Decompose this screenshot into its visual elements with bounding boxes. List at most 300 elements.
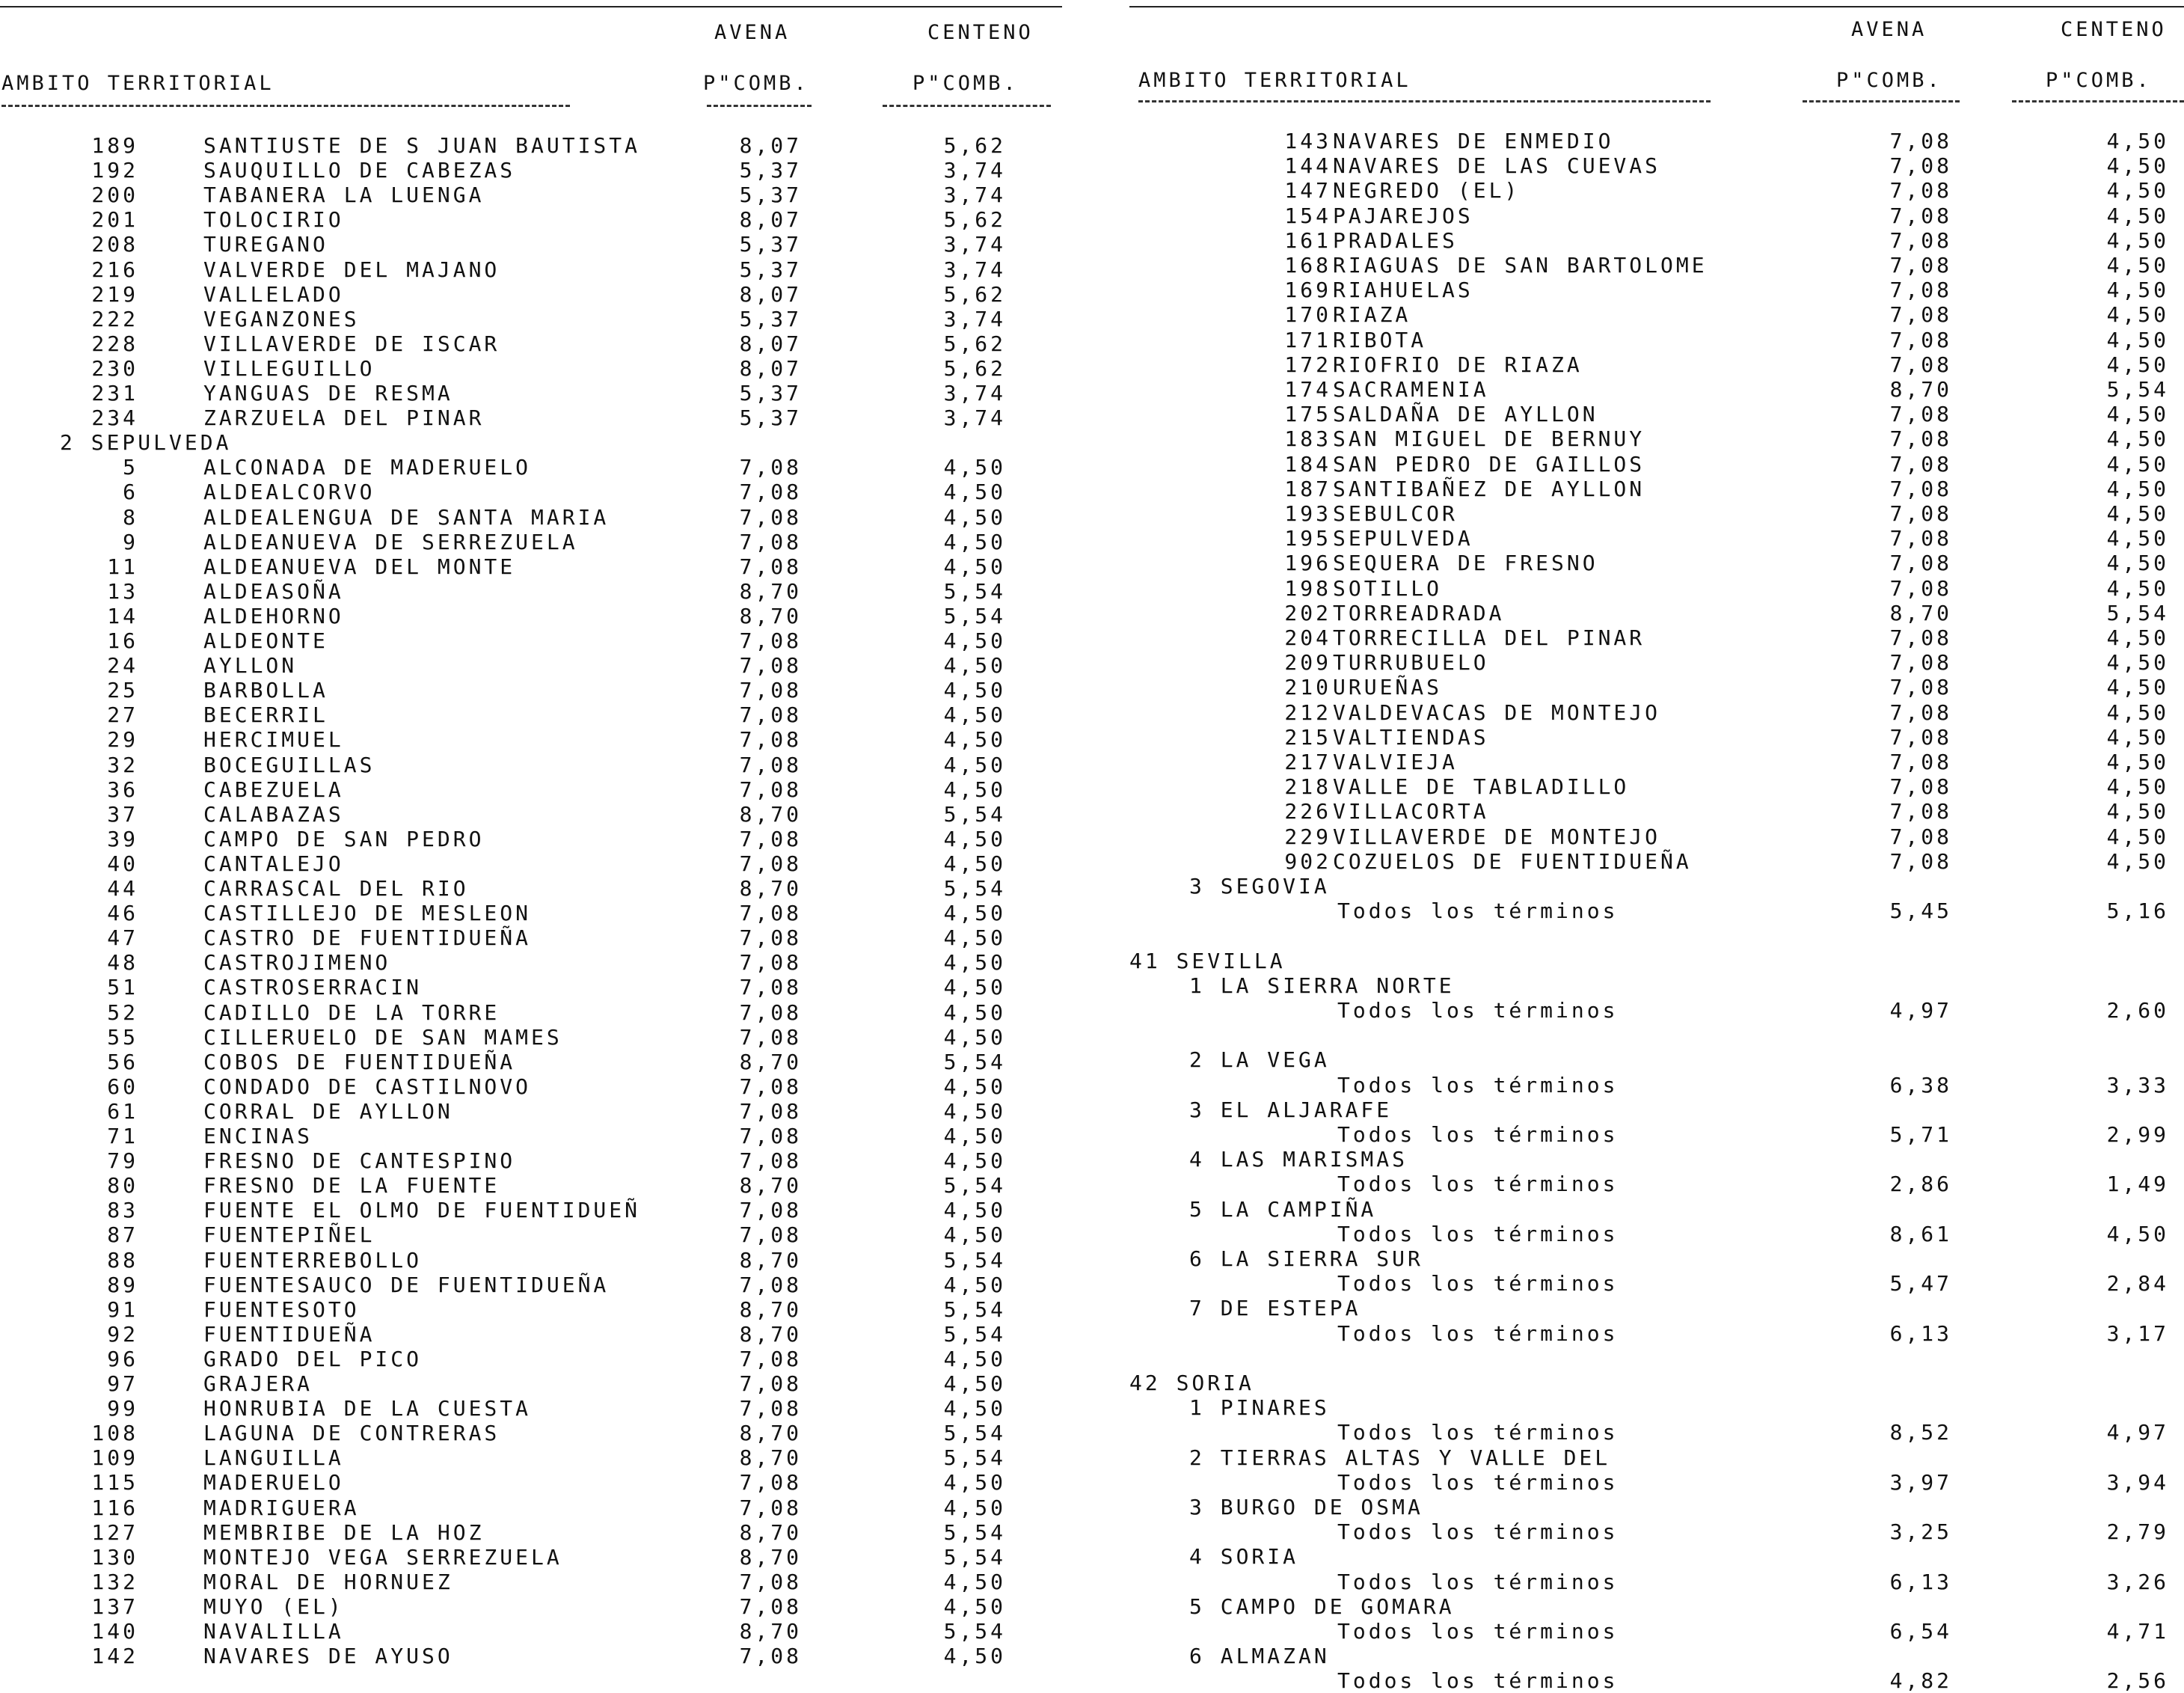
avena-value: 7,08 [1889, 750, 1952, 774]
term-number: 196 [1284, 551, 1331, 576]
avena-value: 7,08 [1889, 302, 1952, 328]
summary-row [1129, 1321, 2184, 1346]
centeno-value: 5,62 [943, 133, 1006, 158]
table-row [1129, 253, 2184, 278]
term-number: 212 [1284, 699, 1331, 725]
avena-value: 7,08 [1889, 451, 1952, 477]
term-name: VILLACORTA [1333, 799, 1489, 824]
avena-value: 7,08 [1889, 526, 1952, 551]
table-row [0, 1124, 1062, 1148]
avena-value: 7,08 [1889, 625, 1952, 650]
term-number: 108 [91, 1421, 138, 1446]
term-name: CAMPO DE SAN PEDRO [203, 826, 485, 851]
table-row [0, 702, 1062, 727]
comarca-label: 3 SEGOVIA [1189, 874, 1330, 898]
term-number: 216 [91, 257, 138, 282]
avena-value: 7,08 [1889, 253, 1952, 278]
centeno-value: 5,54 [943, 1544, 1006, 1570]
centeno-value: 4,50 [2106, 1221, 2169, 1246]
centeno-value: 4,50 [943, 529, 1006, 554]
avena-value: 7,08 [1889, 278, 1952, 303]
term-name: MUYO (EL) [203, 1593, 344, 1619]
term-number: 11 [107, 554, 138, 579]
table-row [0, 1520, 1062, 1545]
term-name: TABANERA LA LUENGA [203, 183, 485, 208]
table-row [1129, 129, 2184, 153]
term-name: Todos los términos [1337, 1668, 1619, 1693]
centeno-value: 4,50 [2106, 278, 2169, 303]
term-number: 91 [107, 1296, 138, 1322]
comarca-label: 5 LA CAMPIÑA [1189, 1196, 1377, 1222]
centeno-value: 4,50 [2106, 203, 2169, 228]
term-name: CARRASCAL DEL RIO [203, 876, 469, 901]
avena-value: 7,08 [739, 678, 802, 703]
term-name: NEGREDO (EL) [1333, 178, 1521, 203]
avena-value: 5,37 [739, 158, 802, 183]
table-row [0, 753, 1062, 777]
comarca-label: 1 PINARES [1189, 1395, 1330, 1421]
avena-value: 5,37 [739, 183, 802, 208]
comarca-label: 4 SORIA [1189, 1544, 1299, 1570]
avena-value: 5,37 [739, 405, 802, 431]
term-name: FUENTIDUEÑA [203, 1321, 375, 1347]
header-rule [1, 105, 570, 107]
table-row [0, 925, 1062, 950]
centeno-value: 4,50 [2106, 625, 2169, 650]
centeno-value: 5,54 [943, 1173, 1006, 1198]
avena-value: 8,70 [739, 1173, 802, 1198]
term-name: COBOS DE FUENTIDUEÑA [203, 1049, 516, 1074]
term-name: Todos los términos [1337, 898, 1619, 924]
table-row [1129, 501, 2184, 526]
term-name: ALDEALENGUA DE SANTA MARIA [203, 504, 610, 530]
avena-value: 7,08 [739, 727, 802, 753]
term-name: VILLAVERDE DE MONTEJO [1333, 824, 1661, 849]
table-row [0, 554, 1062, 579]
summary-row [1129, 1470, 2184, 1495]
table-row [0, 1421, 1062, 1445]
group-heading [1129, 1445, 2184, 1470]
term-number: 171 [1284, 327, 1331, 352]
term-number: 99 [107, 1396, 138, 1421]
centeno-value: 4,50 [2106, 551, 2169, 576]
avena-value: 7,08 [1889, 575, 1952, 601]
table-row [0, 653, 1062, 678]
group-heading [1129, 1296, 2184, 1320]
term-name: SOTILLO [1333, 575, 1443, 601]
header-centeno: CENTENO [927, 21, 1034, 44]
comarca-label: 6 LA SIERRA SUR [1189, 1246, 1423, 1271]
term-name: COZUELOS DE FUENTIDUEÑA [1333, 848, 1692, 874]
avena-value: 6,13 [1889, 1569, 1952, 1594]
table-row [0, 1050, 1062, 1074]
term-number: 46 [107, 901, 138, 926]
centeno-value: 4,50 [2106, 575, 2169, 601]
term-name: VALVERDE DEL MAJANO [203, 257, 500, 282]
table-row [0, 480, 1062, 504]
term-name: VALLE DE TABLADILLO [1333, 774, 1630, 800]
table-row [0, 1198, 1062, 1222]
term-number: 87 [107, 1222, 138, 1248]
centeno-value: 5,54 [943, 1321, 1006, 1347]
centeno-value: 4,50 [943, 628, 1006, 653]
term-number: 218 [1284, 774, 1331, 800]
table-row [1129, 278, 2184, 302]
header-rule [2012, 100, 2184, 102]
centeno-value: 4,50 [943, 1371, 1006, 1396]
comarca-label: 3 BURGO DE OSMA [1189, 1495, 1423, 1519]
avena-value: 7,08 [739, 1148, 802, 1174]
table-row [0, 455, 1062, 480]
term-number: 48 [107, 950, 138, 976]
centeno-value: 3,17 [2106, 1320, 2169, 1346]
avena-value: 7,08 [1889, 352, 1952, 377]
avena-value: 8,07 [739, 281, 802, 307]
term-name: MADRIGUERA [203, 1495, 360, 1520]
header-rule [883, 105, 1051, 107]
centeno-value: 4,50 [2106, 402, 2169, 427]
centeno-value: 3,74 [943, 232, 1006, 257]
term-name: CASTROSERRACIN [203, 975, 423, 1000]
avena-value: 7,08 [739, 950, 802, 976]
centeno-value: 2,84 [2106, 1271, 2169, 1296]
table-row [0, 530, 1062, 554]
table-row [0, 133, 1062, 158]
term-name: SANTIUSTE DE S JUAN BAUTISTA [203, 133, 641, 158]
table-row [1129, 352, 2184, 377]
term-number: 234 [91, 405, 138, 431]
term-name: FRESNO DE LA FUENTE [203, 1173, 500, 1198]
summary-row [1129, 1073, 2184, 1097]
group-heading [1129, 1644, 2184, 1668]
spacer-row [1129, 923, 2184, 948]
avena-value: 8,70 [739, 801, 802, 827]
table-row [0, 1297, 1062, 1322]
summary-row [1129, 1222, 2184, 1246]
avena-value: 8,07 [739, 207, 802, 233]
term-name: CORRAL DE AYLLON [203, 1098, 453, 1124]
centeno-value: 5,54 [943, 1049, 1006, 1074]
term-name: SEPULVEDA [1333, 526, 1473, 551]
table-row [0, 405, 1062, 430]
header-avena: AVENA [714, 21, 791, 44]
term-name: RIOFRIO DE RIAZA [1333, 352, 1583, 377]
centeno-value: 4,50 [2106, 327, 2169, 352]
table-row [1129, 228, 2184, 253]
term-number: 142 [91, 1644, 138, 1669]
centeno-value: 4,50 [943, 1470, 1006, 1495]
avena-value: 5,45 [1889, 898, 1952, 924]
table-row [1129, 328, 2184, 352]
term-name: VALVIEJA [1333, 750, 1458, 774]
term-number: 61 [107, 1098, 138, 1124]
term-number: 902 [1284, 848, 1331, 874]
table-row [0, 1074, 1062, 1099]
term-name: Todos los términos [1337, 1271, 1619, 1296]
centeno-value: 3,94 [2106, 1469, 2169, 1495]
term-name: GRADO DEL PICO [203, 1346, 423, 1371]
avena-value: 7,08 [1889, 650, 1952, 676]
table-row [0, 1173, 1062, 1198]
group-heading [1129, 1047, 2184, 1072]
avena-value: 7,08 [739, 1098, 802, 1124]
term-number: 226 [1284, 799, 1331, 824]
avena-value: 7,08 [1889, 551, 1952, 576]
centeno-value: 4,50 [943, 1346, 1006, 1371]
table-row [0, 1470, 1062, 1495]
term-number: 6 [123, 480, 138, 505]
table-row [1129, 824, 2184, 849]
centeno-value: 4,50 [2106, 153, 2169, 179]
centeno-value: 4,50 [943, 455, 1006, 480]
term-number: 204 [1284, 625, 1331, 650]
centeno-value: 4,50 [2106, 253, 2169, 278]
avena-value: 7,08 [1889, 501, 1952, 526]
header-rule [1138, 100, 1711, 102]
centeno-value: 5,62 [943, 281, 1006, 307]
term-number: 222 [91, 306, 138, 331]
table-row [0, 1495, 1062, 1520]
header-centeno: CENTENO [2061, 18, 2167, 41]
term-name: FUENTEPIÑEL [203, 1222, 375, 1248]
centeno-value: 4,50 [2106, 675, 2169, 700]
table-row [1129, 377, 2184, 402]
term-name: CALABAZAS [203, 801, 344, 827]
term-name: CASTRO DE FUENTIDUEÑA [203, 925, 532, 951]
centeno-value: 4,50 [2106, 526, 2169, 551]
table-row [0, 851, 1062, 876]
term-name: HERCIMUEL [203, 727, 344, 753]
term-number: 231 [91, 381, 138, 405]
term-number: 219 [91, 281, 138, 307]
table-row [0, 628, 1062, 653]
table-row [0, 1570, 1062, 1594]
table-row [1129, 700, 2184, 725]
term-number: 187 [1284, 476, 1331, 501]
table-row [0, 207, 1062, 232]
term-number: 116 [91, 1495, 138, 1520]
term-name: Todos los términos [1337, 1619, 1619, 1644]
comarca-label: 2 TIERRAS ALTAS Y VALLE DEL [1189, 1445, 1611, 1470]
avena-value: 7,08 [739, 554, 802, 579]
term-number: 127 [91, 1519, 138, 1545]
term-number: 71 [107, 1124, 138, 1148]
table-row [1129, 477, 2184, 501]
term-name: Todos los términos [1337, 1420, 1619, 1445]
avena-value: 8,61 [1889, 1221, 1952, 1246]
term-number: 147 [1284, 178, 1331, 203]
avena-value: 7,08 [1889, 402, 1952, 427]
avena-value: 8,70 [739, 603, 802, 628]
centeno-value: 4,50 [943, 975, 1006, 1000]
avena-value: 7,08 [1889, 227, 1952, 253]
table-row [0, 307, 1062, 331]
centeno-value: 5,54 [2106, 377, 2169, 402]
table-row [1129, 625, 2184, 650]
avena-value: 7,08 [1889, 724, 1952, 750]
avena-value: 7,08 [1889, 675, 1952, 700]
avena-value: 8,70 [739, 1445, 802, 1471]
centeno-value: 3,74 [943, 183, 1006, 208]
group-heading [1129, 874, 2184, 898]
right-column [1129, 0, 2184, 1693]
term-name: PAJAREJOS [1333, 203, 1473, 228]
avena-value: 7,08 [739, 529, 802, 554]
term-number: 189 [91, 133, 138, 158]
centeno-value: 4,50 [943, 554, 1006, 579]
table-row [0, 331, 1062, 356]
table-row [1129, 203, 2184, 228]
term-name: MORAL DE HORNUEZ [203, 1569, 453, 1594]
table-row [0, 1248, 1062, 1273]
term-name: AYLLON [203, 653, 298, 679]
centeno-value: 5,54 [943, 1247, 1006, 1273]
table-row [1129, 725, 2184, 750]
term-number: 109 [91, 1445, 138, 1471]
summary-row [1129, 1668, 2184, 1693]
avena-value: 7,08 [739, 1569, 802, 1594]
term-number: 215 [1284, 724, 1331, 750]
term-name: SANTIBAÑEZ DE AYLLON [1333, 476, 1645, 501]
avena-value: 7,08 [739, 1024, 802, 1050]
avena-value: 5,71 [1889, 1122, 1952, 1147]
centeno-value: 4,50 [2106, 426, 2169, 452]
term-name: CILLERUELO DE SAN MAMES [203, 1024, 562, 1050]
term-name: BOCEGUILLAS [203, 752, 375, 777]
term-name: Todos los términos [1337, 1320, 1619, 1346]
term-name: RIAZA [1333, 302, 1411, 328]
centeno-value: 4,97 [2106, 1420, 2169, 1445]
table-row [0, 1545, 1062, 1570]
comarca-label: 1 LA SIERRA NORTE [1189, 973, 1455, 998]
avena-value: 7,08 [1889, 848, 1952, 874]
term-name: CADILLO DE LA TORRE [203, 999, 500, 1025]
table-row [0, 158, 1062, 183]
term-name: Todos los términos [1337, 1469, 1619, 1495]
centeno-value: 5,62 [943, 331, 1006, 356]
term-number: 130 [91, 1544, 138, 1570]
summary-row [1129, 1519, 2184, 1544]
table-row [1129, 601, 2184, 625]
table-row [1129, 750, 2184, 774]
table-row [0, 1222, 1062, 1247]
centeno-value: 4,50 [2106, 129, 2169, 153]
term-name: RIBOTA [1333, 327, 1427, 352]
term-number: 140 [91, 1619, 138, 1644]
term-name: NAVARES DE ENMEDIO [1333, 129, 1614, 153]
term-name: CABEZUELA [203, 777, 344, 802]
term-name: MEMBRIBE DE LA HOZ [203, 1519, 485, 1545]
term-name: TORRECILLA DEL PINAR [1333, 625, 1645, 650]
avena-value: 2,86 [1889, 1172, 1952, 1197]
centeno-value: 4,50 [943, 1198, 1006, 1223]
term-number: 202 [1284, 600, 1331, 625]
avena-value: 7,08 [739, 752, 802, 777]
centeno-value: 3,74 [943, 158, 1006, 183]
centeno-value: 4,50 [943, 1024, 1006, 1050]
comarca-label: 4 LAS MARISMAS [1189, 1147, 1408, 1172]
term-name: CONDADO DE CASTILNOVO [203, 1074, 532, 1099]
term-number: 192 [91, 158, 138, 183]
left-column [0, 0, 1062, 1686]
term-name: PRADALES [1333, 227, 1458, 253]
term-name: ALDEHORNO [203, 603, 344, 628]
term-number: 29 [107, 727, 138, 753]
top-rule [1129, 6, 2184, 7]
centeno-value: 5,54 [943, 801, 1006, 827]
avena-value: 7,08 [739, 975, 802, 1000]
avena-value: 7,08 [1889, 153, 1952, 179]
avena-value: 5,37 [739, 257, 802, 282]
avena-value: 3,97 [1889, 1469, 1952, 1495]
term-name: BECERRIL [203, 702, 328, 728]
group-heading [1129, 1246, 2184, 1271]
centeno-value: 4,50 [943, 702, 1006, 728]
centeno-value: 4,50 [2106, 178, 2169, 203]
table-row [1129, 302, 2184, 327]
term-name: LAGUNA DE CONTRERAS [203, 1421, 500, 1446]
avena-value: 7,08 [739, 480, 802, 505]
centeno-value: 5,54 [943, 1445, 1006, 1471]
term-number: 79 [107, 1148, 138, 1174]
term-name: CASTROJIMENO [203, 950, 391, 976]
centeno-value: 4,50 [2106, 799, 2169, 824]
centeno-value: 4,50 [943, 1495, 1006, 1520]
avena-value: 7,08 [739, 455, 802, 480]
table-row [1129, 526, 2184, 551]
table-row [0, 975, 1062, 999]
term-number: 209 [1284, 650, 1331, 676]
table-row [0, 876, 1062, 901]
avena-value: 7,08 [1889, 129, 1952, 153]
avena-value: 5,37 [739, 381, 802, 405]
centeno-value: 5,16 [2106, 898, 2169, 924]
table-row [0, 1347, 1062, 1371]
group-heading [1129, 1371, 2184, 1395]
table-row [1129, 675, 2184, 699]
avena-value: 8,70 [739, 1519, 802, 1545]
term-number: 51 [107, 975, 138, 1000]
centeno-value: 4,50 [943, 752, 1006, 777]
centeno-value: 4,50 [943, 1396, 1006, 1421]
avena-value: 8,07 [739, 355, 802, 381]
term-name: HONRUBIA DE LA CUESTA [203, 1396, 532, 1421]
table-row [0, 1371, 1062, 1396]
avena-value: 8,52 [1889, 1420, 1952, 1445]
table-row [0, 1644, 1062, 1668]
centeno-value: 4,50 [943, 1098, 1006, 1124]
table-row [0, 678, 1062, 702]
term-number: 88 [107, 1247, 138, 1273]
term-number: 25 [107, 678, 138, 703]
avena-value: 4,97 [1889, 998, 1952, 1023]
term-number: 16 [107, 628, 138, 653]
table-row [1129, 799, 2184, 824]
summary-row [1129, 1619, 2184, 1644]
avena-value: 7,08 [739, 1272, 802, 1297]
table-row [0, 1322, 1062, 1347]
table-row [0, 1619, 1062, 1644]
centeno-value: 4,50 [943, 925, 1006, 951]
centeno-value: 4,50 [943, 1222, 1006, 1248]
centeno-value: 4,71 [2106, 1619, 2169, 1644]
group-heading [1129, 1594, 2184, 1619]
centeno-value: 4,50 [943, 1644, 1006, 1669]
table-row [1129, 650, 2184, 675]
term-name: Todos los términos [1337, 1072, 1619, 1097]
province-label: 41 SEVILLA [1129, 948, 1286, 973]
term-name: Todos los términos [1337, 1519, 1619, 1545]
